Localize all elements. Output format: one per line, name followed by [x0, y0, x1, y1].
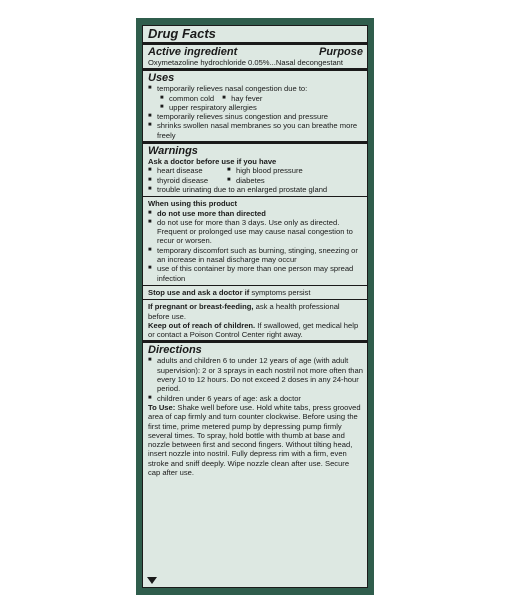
keep-out-line	[148, 321, 363, 340]
directions-item: ■ adults and children 6 to under 12 years of age (with adult supervision): 2 or 3 sprays in each nostril not more often than every 10 to 12 hours. Do not exceed 2 doses in any 24-hour period.	[148, 356, 363, 393]
divider	[143, 340, 367, 343]
uses-subitem: ■ hay fever	[222, 94, 262, 103]
pregnant-text: ask a health professional before use.	[148, 302, 340, 321]
keep-out-bold: Keep out of reach of children.	[148, 320, 256, 330]
when-using-heading: When using this product	[148, 199, 238, 209]
directions-item: ■ children under 6 years of age: ask a doctor	[148, 394, 363, 403]
uses-item: ■ shrinks swollen nasal membranes so you can breathe more freely	[148, 121, 363, 140]
stop-use-text: symptoms persist	[249, 287, 311, 297]
directions-heading: Directions	[148, 344, 202, 357]
condition-item: ■ diabetes	[227, 176, 265, 185]
uses-heading: Uses	[148, 72, 175, 85]
divider	[143, 196, 367, 197]
uses-subitem: ■ upper respiratory allergies	[160, 103, 363, 112]
panel-title: Drug Facts	[148, 26, 216, 41]
divider	[143, 68, 367, 71]
divider	[143, 141, 367, 144]
divider	[143, 285, 367, 286]
when-using-item: ■ do not use for more than 3 days. Use only as directed. Frequent or prolonged use may cause nasal congestion to recur or worsen.	[148, 218, 363, 246]
ask-doctor-heading: Ask a doctor before use if you have	[148, 157, 277, 167]
conditions-row	[148, 166, 363, 175]
stop-use-bold: Stop use and ask a doctor if	[148, 287, 250, 297]
divider	[143, 299, 367, 300]
condition-item: ■ high blood pressure	[227, 166, 303, 175]
to-use-text: Shake well before use. Hold white tabs, press grooved area of cap firmly and turn counter clockwise. Before using the first time, prime metered pump by depressing pump firmly several times. To spray, hold bottle with thumb at base and nozzle between first and second fingers. Without tilting head, insert nozzle into nostril. Fully depress rim with a firm, even stroke and sniff deeply. Wipe nozzle clean after use. Secure cap after use.	[148, 402, 361, 477]
uses-subitem: ■ common cold	[160, 94, 214, 103]
to-use-bold: To Use:	[148, 402, 176, 412]
uses-subitems	[148, 94, 363, 103]
divider	[143, 42, 367, 45]
warnings-heading: Warnings	[148, 145, 198, 158]
drug-facts-panel	[142, 25, 368, 588]
uses-item: ■ temporarily relieves sinus congestion and pressure	[148, 112, 363, 121]
active-ingredient-heading: Active ingredient	[148, 46, 238, 58]
pregnant-bold: If pregnant or breast-feeding,	[148, 302, 254, 312]
when-using-item: ■ do not use more than directed	[148, 209, 363, 218]
active-ingredient-header	[148, 46, 363, 58]
when-using-item: ■ temporary discomfort such as burning, stinging, sneezing or an increase in nasal discharge may occur	[148, 246, 363, 265]
down-arrow-icon	[147, 577, 157, 584]
uses-item: ■ temporarily relieves nasal congestion due to:	[148, 84, 363, 93]
when-using-item: ■ use of this container by more than one person may spread infection	[148, 264, 363, 283]
conditions-row	[148, 176, 363, 185]
active-ingredient-line: Oxymetazoline hydrochloride 0.05%...Nasal decongestant	[148, 58, 344, 67]
stop-use-line	[148, 288, 363, 297]
product-box	[136, 18, 374, 595]
pregnant-line	[148, 302, 363, 321]
condition-item: ■ trouble urinating due to an enlarged prostate gland	[148, 185, 363, 194]
purpose-heading: Purpose	[318, 46, 363, 58]
keep-out-text: If swallowed, get medical help or contact a Poison Control Center right away.	[148, 320, 359, 340]
to-use-paragraph	[148, 403, 363, 477]
condition-item: ■ heart disease	[148, 166, 219, 175]
condition-item: ■ thyroid disease	[148, 176, 219, 185]
